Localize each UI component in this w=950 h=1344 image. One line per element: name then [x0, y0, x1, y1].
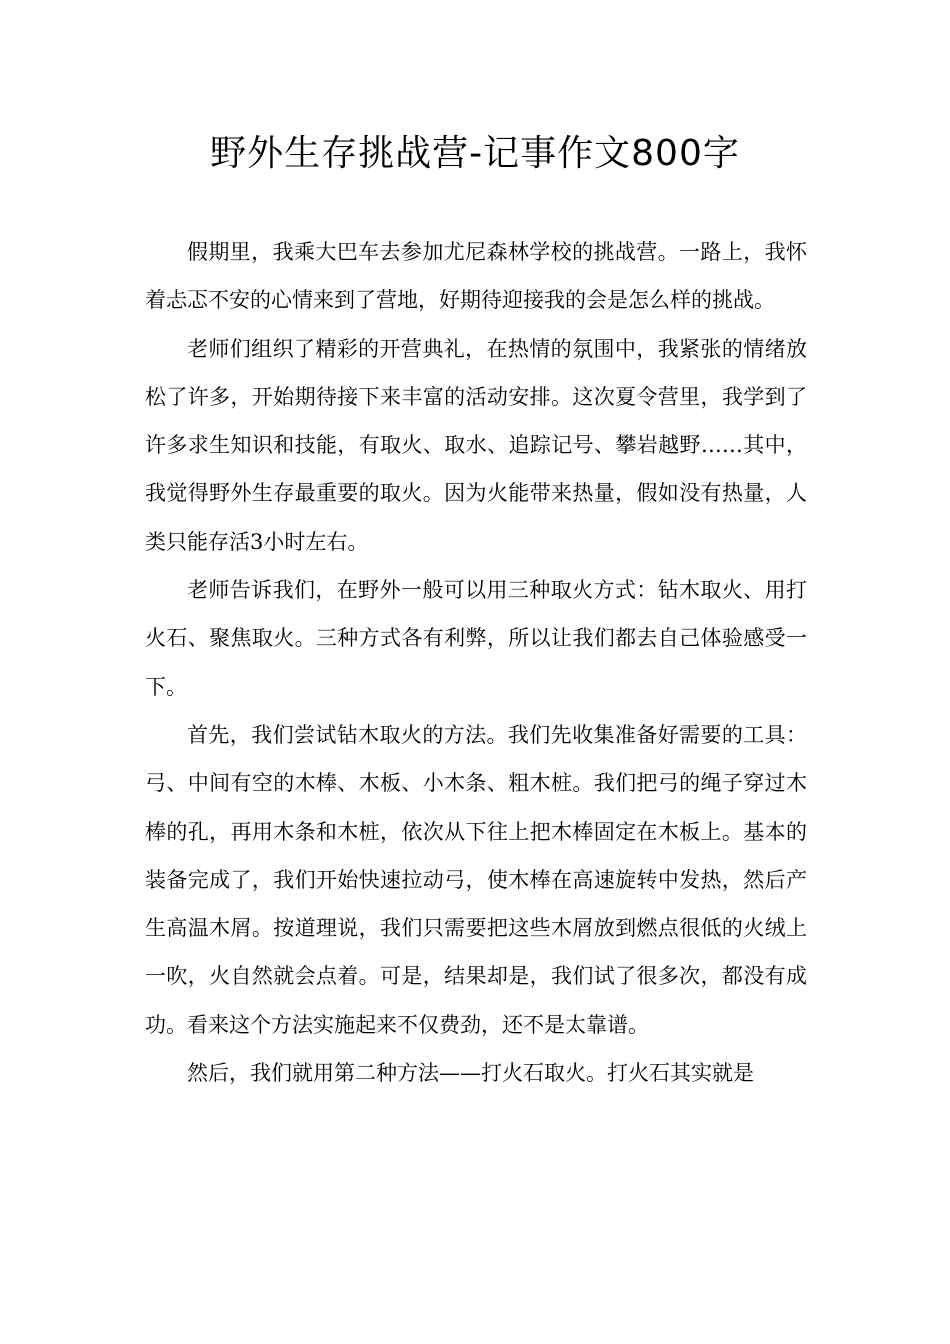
document-body: [145, 228, 807, 1097]
document-title: 野外生存挑战营-记事作文800字: [210, 133, 740, 174]
paragraph: 首先，我们尝试钻木取火的方法。我们先收集准备好需要的工具：弓、中间有空的木棒、木板、小木条、粗木桩。我们把弓的绳子穿过木棒的孔，再用木条和木桩，依次从下往上把木棒固定在木板上。基本的装备完成了，我们开始快速拉动弓，使木棒在高速旋转中发热，然后产生高温木屑。按道理说，我们只需要把这些木屑放到燃点很低的火绒上一吹，火自然就会点着。可是，结果却是，我们试了很多次，都没有成功。看来这个方法实施起来不仅费劲，还不是太靠谱。: [145, 722, 807, 1037]
paragraph: 老师告诉我们，在野外一般可以用三种取火方式：钻木取火、用打火石、聚焦取火。三种方式各有利弊，所以让我们都去自己体验感受一下。: [145, 578, 807, 699]
paragraph: 假期里，我乘大巴车去参加尤尼森林学校的挑战营。一路上，我怀着忐忑不安的心情来到了营地，好期待迎接我的会是怎么样的挑战。: [145, 240, 807, 313]
paragraph: 老师们组织了精彩的开营典礼，在热情的氛围中，我紧张的情绪放松了许多，开始期待接下来丰富的活动安排。这次夏令营里，我学到了许多求生知识和技能，有取火、取水、追踪记号、攀岩越野……其中，我觉得野外生存最重要的取火。因为火能带来热量，假如没有热量，人类只能存活3小时左右。: [145, 336, 807, 554]
paragraph: 然后，我们就用第二种方法——打火石取火。打火石其实就是: [187, 1061, 754, 1086]
